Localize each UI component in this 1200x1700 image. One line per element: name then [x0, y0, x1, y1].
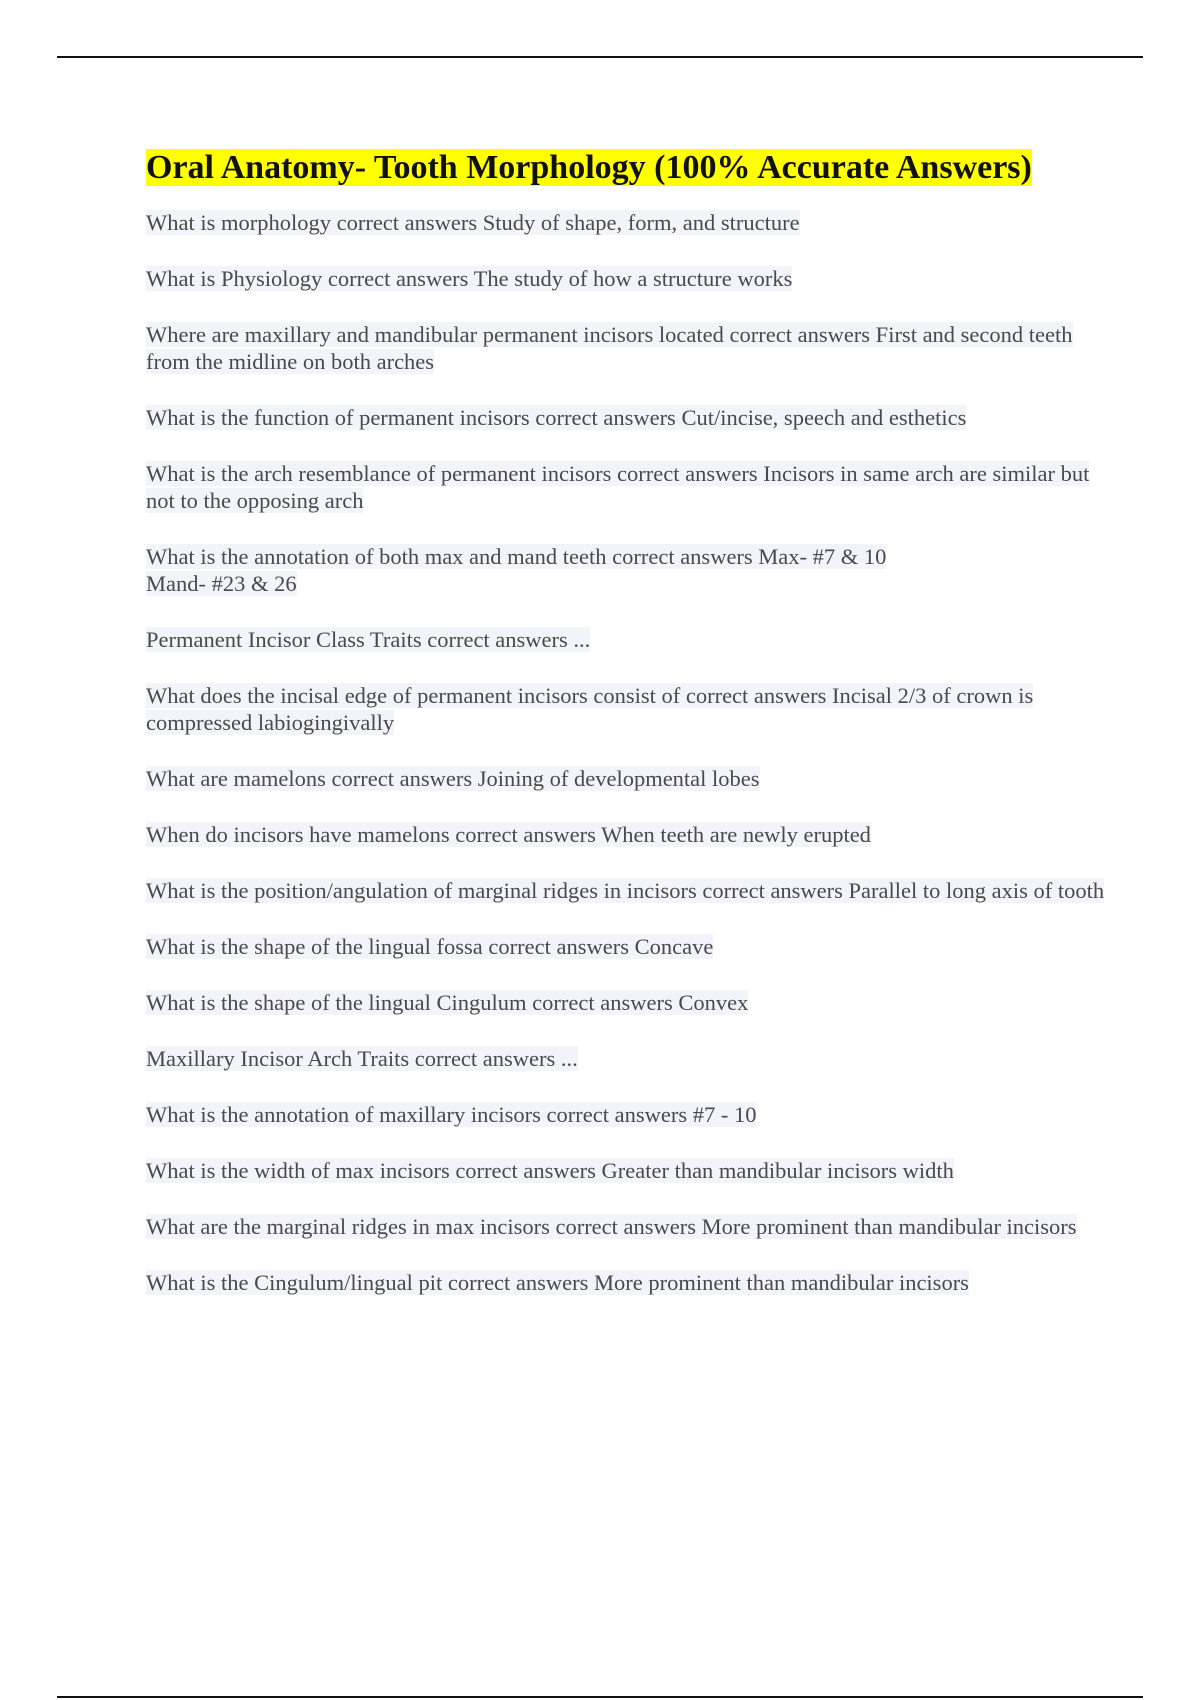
qa-list — [146, 209, 1106, 1296]
qa-entry — [146, 404, 1106, 431]
qa-entry — [146, 1213, 1106, 1240]
qa-text: What is the width of max incisors correct answers Greater than mandibular incisors width — [146, 1158, 954, 1183]
qa-entry — [146, 460, 1106, 514]
qa-text: What is Physiology correct answers The study of how a structure works — [146, 266, 793, 291]
qa-text: What is the position/angulation of marginal ridges in incisors correct answers Parallel to long axis of tooth — [146, 878, 1105, 903]
qa-text: What is the Cingulum/lingual pit correct answers More prominent than mandibular incisors — [146, 1270, 969, 1295]
qa-entry — [146, 265, 1106, 292]
qa-entry — [146, 543, 1106, 597]
document-title-text: Oral Anatomy- Tooth Morphology (100% Accurate Answers) — [146, 149, 1032, 186]
qa-entry — [146, 1157, 1106, 1184]
qa-entry — [146, 321, 1106, 375]
document-title — [146, 146, 1106, 189]
qa-entry — [146, 209, 1106, 236]
qa-text: What is the annotation of both max and mand teeth correct answers Max- #7 & 10 — [146, 544, 887, 569]
qa-text: What is the shape of the lingual fossa correct answers Concave — [146, 934, 714, 959]
qa-entry — [146, 1269, 1106, 1296]
qa-text: What is the function of permanent incisors correct answers Cut/incise, speech and esthetics — [146, 405, 967, 430]
qa-entry — [146, 989, 1106, 1016]
qa-text: What are mamelons correct answers Joining of developmental lobes — [146, 766, 760, 791]
top-rule — [57, 56, 1143, 58]
qa-text: What are the marginal ridges in max incisors correct answers More prominent than mandibular incisors — [146, 1214, 1077, 1239]
qa-entry — [146, 933, 1106, 960]
qa-text-line-2: Mand- #23 & 26 — [146, 571, 297, 596]
qa-text: What is the arch resemblance of permanent incisors correct answers Incisors in same arch are similar but not to the opposing arch — [146, 461, 1090, 513]
document-body — [146, 146, 1106, 1325]
qa-entry — [146, 877, 1106, 904]
qa-entry — [146, 626, 1106, 653]
qa-entry — [146, 1045, 1106, 1072]
qa-text: What is the annotation of maxillary incisors correct answers #7 - 10 — [146, 1102, 757, 1127]
bottom-rule — [57, 1696, 1143, 1698]
qa-text: Where are maxillary and mandibular permanent incisors located correct answers First and second teeth from the midline on both arches — [146, 322, 1073, 374]
qa-entry — [146, 1101, 1106, 1128]
qa-text: What is morphology correct answers Study of shape, form, and structure — [146, 210, 800, 235]
qa-text: Permanent Incisor Class Traits correct answers ... — [146, 627, 591, 652]
qa-text: Maxillary Incisor Arch Traits correct answers ... — [146, 1046, 578, 1071]
qa-text: What does the incisal edge of permanent incisors consist of correct answers Incisal 2/3 of crown is compressed labiogingivally — [146, 683, 1034, 735]
qa-entry — [146, 821, 1106, 848]
qa-entry — [146, 765, 1106, 792]
qa-text: When do incisors have mamelons correct answers When teeth are newly erupted — [146, 822, 871, 847]
qa-text: What is the shape of the lingual Cingulum correct answers Convex — [146, 990, 749, 1015]
qa-entry — [146, 682, 1106, 736]
